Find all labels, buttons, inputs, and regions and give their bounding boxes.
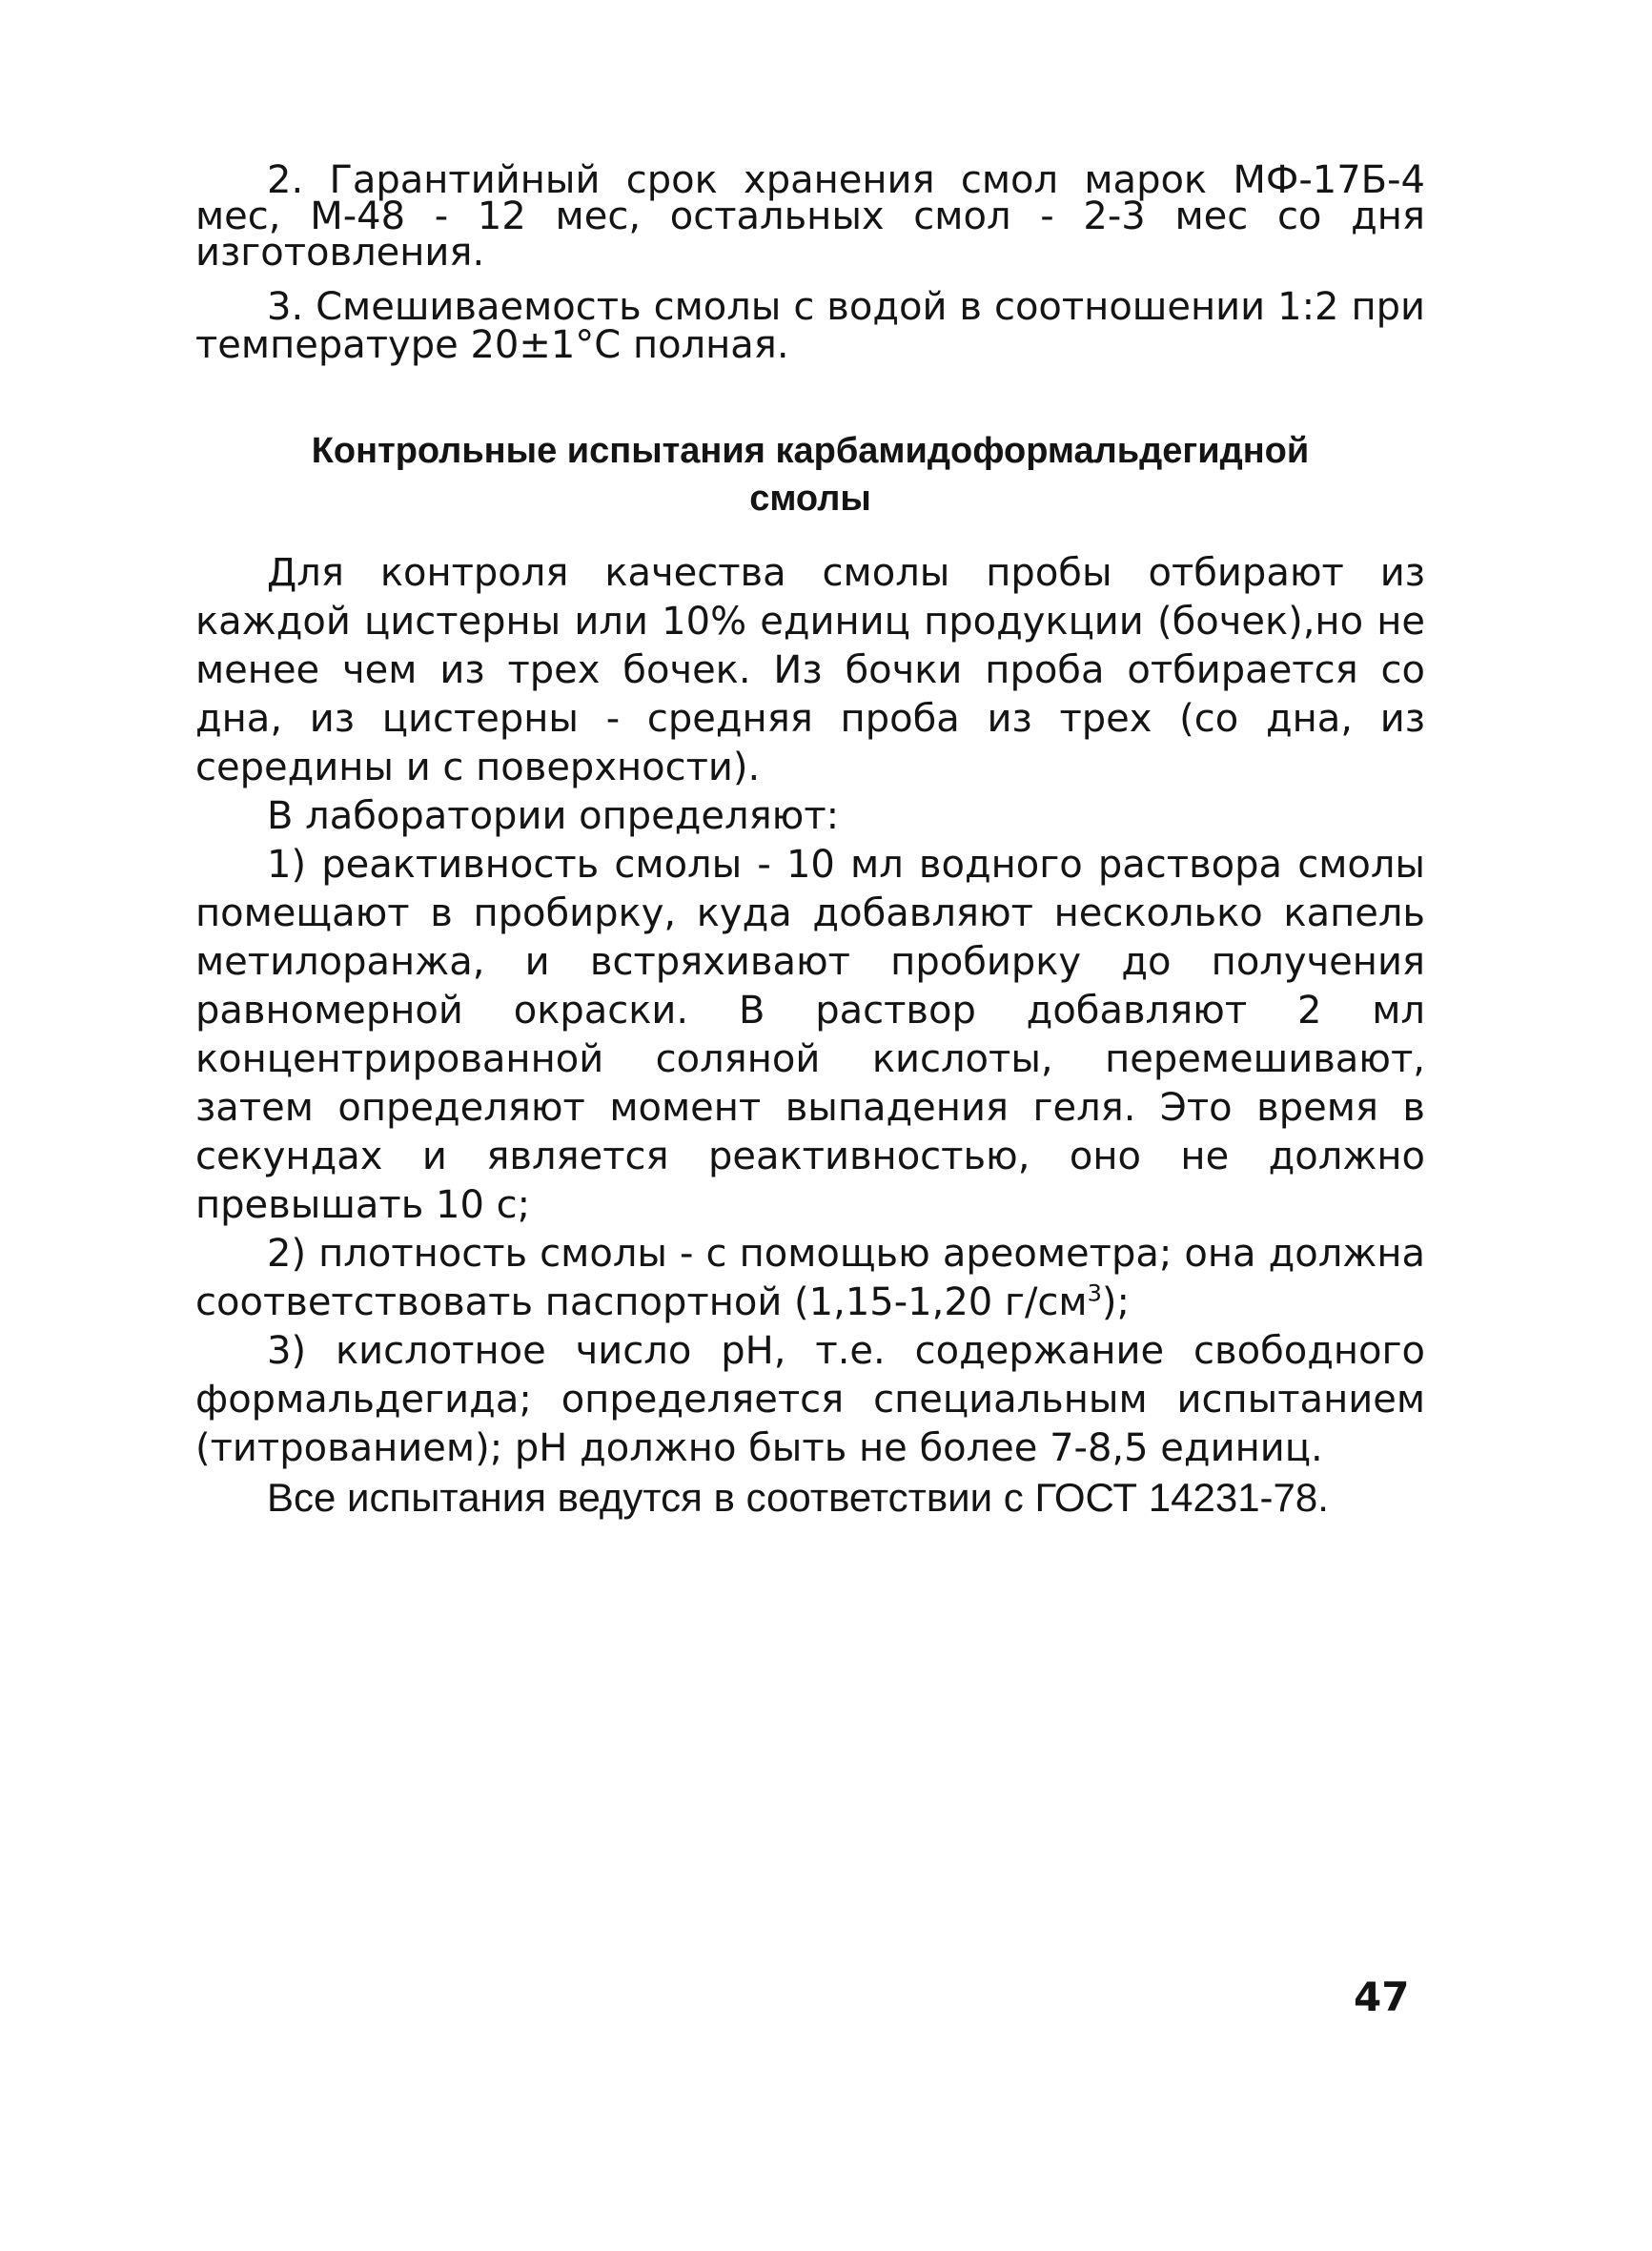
storage-items <box>195 158 1425 367</box>
density-text: 2) плотность смолы - с помощью ареометра; она должна соответствовать паспортной (1,15-1,20 г/см <box>195 1232 1425 1324</box>
testing-body <box>195 549 1425 1522</box>
item-2-storage-period: 2. Гарантийный срок хранения смол марок МФ-17Б-4 мес, М-48 - 12 мес, остальных смол - 2-3 мес со дня изготовления. <box>195 158 1425 275</box>
section-heading <box>195 427 1425 522</box>
section-heading-line-2: смолы <box>749 479 871 519</box>
plus-minus-sign: ± <box>519 323 551 367</box>
page-number: 47 <box>1354 1974 1410 2020</box>
closing-standard-line: Все испытания ведутся в соответствии с ГОСТ 14231-78. <box>267 1475 1329 1520</box>
reactivity-item: 1) реактивность смолы - 10 мл водного раствора смолы помещают в пробирку, куда добавляют несколько капель метилоранжа, и встряхивают пробирку до получения равномерной окраски. В раствор добавляют 2 мл концентрированной соляной кислоты, перемешивают, затем определяют момент выпадения геля. Это время в секундах и является реактивностью, оно не должно превышать 10 с; <box>195 843 1425 1227</box>
item-3-text-end: 1°С полная. <box>550 323 789 367</box>
lab-lead-paragraph: В лаборатории определяют: <box>267 794 840 838</box>
item-3-text: 3. Смешиваемость смолы с водой в соотношении 1:2 при температуре 20 <box>195 285 1425 367</box>
acid-number-item: 3) кислотное число рН, т.е. содержание свободного формальдегида; определяется специальным испытанием (титрованием); рН должно быть не более 7-8,5 единиц. <box>195 1329 1425 1470</box>
density-text-end: ); <box>1101 1280 1130 1324</box>
density-item <box>195 1230 1425 1327</box>
intro-paragraph: Для контроля качества смолы пробы отбирают из каждой цистерны или 10% единиц продукции (бочек),но не менее чем из трех бочек. Из бочки проба отбирается со дна, из цистерны - средняя проба из трех (со дна, из середины и с поверхности). <box>195 551 1425 789</box>
item-3-miscibility <box>195 285 1425 367</box>
section-heading-line-1: Контрольные испытания карбамидоформальдегидной <box>311 431 1310 471</box>
cube-superscript: 3 <box>1087 1279 1102 1307</box>
